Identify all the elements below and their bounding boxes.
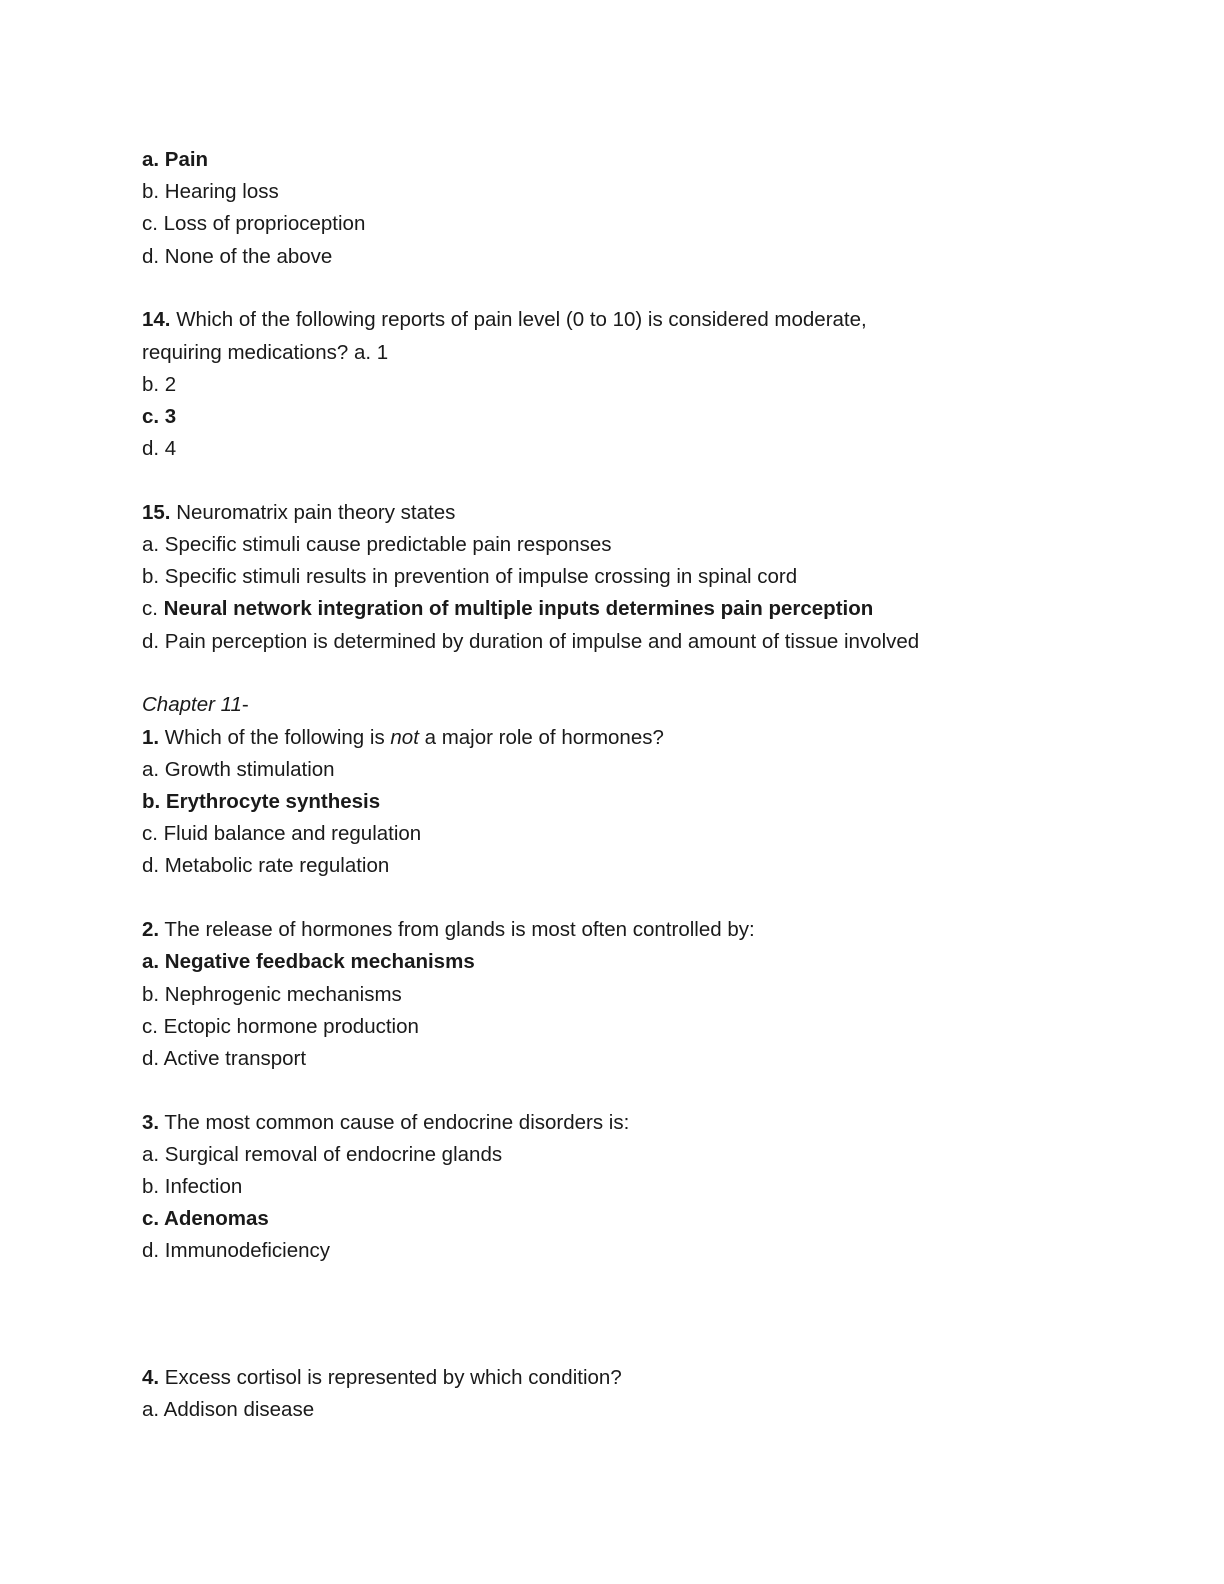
- ch11-q2-stem-text: The release of hormones from glands is most often controlled by:: [159, 918, 755, 942]
- q14-stem: [142, 304, 1102, 336]
- ch11-q2-option-a-answer: a. Negative feedback mechanisms: [142, 950, 475, 974]
- ch11-q3-option-d: d. Immunodeficiency: [142, 1239, 331, 1263]
- q13-option-a-answer: a. Pain: [142, 148, 209, 171]
- ch11-q1-option-c: c. Fluid balance and regulation: [142, 822, 422, 846]
- ch11-q3-option-b: b. Infection: [142, 1175, 243, 1199]
- q14-option-d: d. 4: [142, 437, 177, 461]
- ch11-q3-number: 3.: [142, 1110, 160, 1134]
- ch11-q1-stem: [142, 722, 1102, 754]
- ch11-q1-stem-pre: Which of the following is: [159, 725, 391, 749]
- chapter-dash: -: [241, 693, 249, 717]
- ch11-q3-stem-text: The most common cause of endocrine disorders is:: [159, 1110, 630, 1134]
- q13-option-c: c. Loss of proprioception: [142, 212, 366, 236]
- q15-option-c-prefix: c.: [142, 597, 164, 621]
- q15-option-a: a. Specific stimuli cause predictable pain responses: [142, 533, 612, 557]
- q15-stem-text: Neuromatrix pain theory states: [170, 500, 456, 524]
- q15-option-c-answer: Neural network integration of multiple inputs determines pain perception: [163, 597, 874, 621]
- ch11-q4-stem: [142, 1362, 1102, 1394]
- chapter-title: Chapter 11: [142, 693, 242, 717]
- ch11-q1-option-b-answer: b. Erythrocyte synthesis: [142, 789, 381, 813]
- ch11-q2-option-c: c. Ectopic hormone production: [142, 1014, 419, 1038]
- q15-option-d: d. Pain perception is determined by duration of impulse and amount of tissue involved: [142, 629, 920, 653]
- ch11-q3-option-a: a. Surgical removal of endocrine glands: [142, 1142, 503, 1166]
- ch11-q2-stem: [142, 914, 1102, 946]
- ch11-q2-option-d: d. Active transport: [142, 1046, 307, 1070]
- q15-option-c: [142, 593, 1102, 625]
- q14-stem-continued: requiring medications? a. 1: [142, 340, 389, 364]
- ch11-q1-number: 1.: [142, 725, 160, 749]
- chapter-heading: [142, 689, 1102, 721]
- q14-number: 14.: [142, 308, 171, 332]
- q13-option-d: d. None of the above: [142, 244, 333, 268]
- ch11-q3-option-c-answer: c. Adenomas: [142, 1207, 269, 1231]
- ch11-q1-option-d: d. Metabolic rate regulation: [142, 854, 390, 878]
- ch11-q1-option-a: a. Growth stimulation: [142, 757, 335, 781]
- q14-option-c-answer: c. 3: [142, 404, 177, 428]
- q15-option-b: b. Specific stimuli results in prevention of impulse crossing in spinal cord: [142, 565, 798, 589]
- ch11-q1-stem-post: a major role of hormones?: [418, 725, 664, 749]
- ch11-q4-stem-text: Excess cortisol is represented by which condition?: [159, 1365, 622, 1389]
- ch11-q2-number: 2.: [142, 918, 160, 942]
- ch11-q3-stem: [142, 1107, 1102, 1139]
- ch11-q4-option-a: a. Addison disease: [142, 1397, 315, 1421]
- ch11-q1-stem-emphasis: not: [390, 725, 419, 749]
- document-page: [142, 144, 1102, 1426]
- q15-number: 15.: [142, 500, 171, 524]
- ch11-q4-number: 4.: [142, 1365, 160, 1389]
- q14-stem-text: Which of the following reports of pain level (0 to 10) is considered moderate,: [170, 308, 867, 332]
- q14-option-b: b. 2: [142, 372, 177, 396]
- ch11-q2-option-b: b. Nephrogenic mechanisms: [142, 982, 402, 1006]
- q13-option-b: b. Hearing loss: [142, 180, 279, 204]
- q15-stem: [142, 497, 1102, 529]
